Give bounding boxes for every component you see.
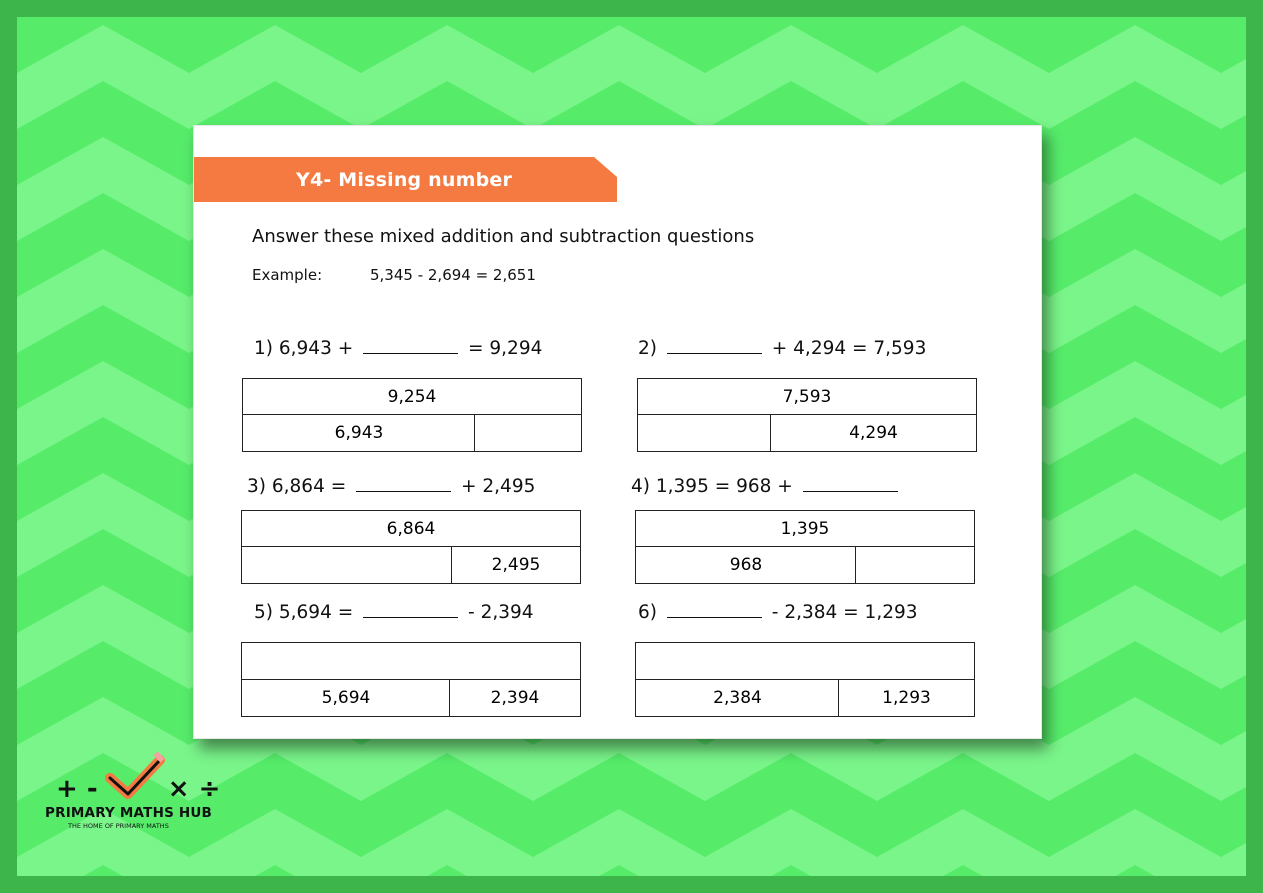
bar-model-3 [241, 510, 581, 584]
plus-minus-icons: + - [56, 774, 98, 804]
question-before: 6,943 + [278, 338, 354, 359]
bar-whole: 7,593 [638, 379, 976, 415]
question-before: 6,864 = [271, 476, 347, 497]
bar-part-right [856, 547, 974, 583]
times-divide-icons: × ÷ [167, 774, 221, 804]
bar-whole: 1,395 [636, 511, 974, 547]
logo-tagline: THE HOME OF PRIMARY MATHS [68, 822, 169, 830]
primary-maths-hub-logo [40, 750, 230, 835]
bar-whole [242, 643, 580, 680]
bar-whole: 9,254 [243, 379, 581, 415]
bar-model-5 [241, 642, 581, 717]
question-after: + 4,294 = 7,593 [771, 338, 927, 359]
example-equation: 5,345 - 2,694 = 2,651 [370, 266, 536, 284]
example-line [252, 266, 536, 284]
answer-blank[interactable] [363, 337, 458, 354]
bar-model-4 [635, 510, 975, 584]
bar-model-6 [635, 642, 975, 717]
question-number: 1) [254, 338, 273, 359]
bar-part-left: 6,943 [334, 423, 384, 443]
answer-blank[interactable] [667, 337, 762, 354]
instructions-text: Answer these mixed addition and subtraction questions [252, 226, 755, 247]
bar-part-left: 968 [729, 555, 763, 575]
question-before: 1,395 = 968 + [655, 476, 793, 497]
answer-blank[interactable] [667, 601, 762, 618]
bar-part-right: 1,293 [882, 687, 931, 708]
answer-blank[interactable] [803, 475, 898, 492]
question-after: = 9,294 [468, 338, 543, 359]
worksheet-title: Y4- Missing number [296, 169, 513, 191]
question-number: 6) [638, 602, 657, 623]
worksheet [193, 125, 1042, 739]
question-after: - 2,394 [468, 602, 534, 623]
question-number: 3) [247, 476, 266, 497]
bar-model-1 [242, 378, 582, 452]
question-number: 2) [638, 338, 657, 359]
question-number: 4) [631, 476, 650, 497]
bar-whole: 6,864 [242, 511, 580, 547]
question-6 [638, 601, 918, 623]
question-after: - 2,384 = 1,293 [771, 602, 918, 623]
question-before: 5,694 = [278, 602, 354, 623]
title-banner [194, 157, 617, 202]
question-after: + 2,495 [461, 476, 536, 497]
bar-part-left [242, 547, 452, 583]
question-number: 5) [254, 602, 273, 623]
question-1 [254, 337, 542, 359]
bar-part-left: 5,694 [321, 687, 371, 708]
bar-model-2 [637, 378, 977, 452]
answer-blank[interactable] [363, 601, 458, 618]
bar-part-right: 2,394 [490, 687, 540, 708]
logo-operators [56, 774, 220, 804]
bar-part-right: 2,495 [491, 555, 541, 575]
bar-part-left [638, 415, 771, 451]
question-4 [631, 475, 902, 497]
question-2 [638, 337, 926, 359]
bar-part-right: 4,294 [849, 423, 898, 443]
answer-blank[interactable] [356, 475, 451, 492]
question-5 [254, 601, 534, 623]
example-label: Example: [252, 266, 323, 284]
bar-part-right [475, 415, 581, 451]
bar-whole [636, 643, 974, 680]
bar-part-left: 2,384 [713, 687, 762, 708]
question-3 [247, 475, 535, 497]
logo-name: PRIMARY MATHS HUB [45, 805, 213, 821]
